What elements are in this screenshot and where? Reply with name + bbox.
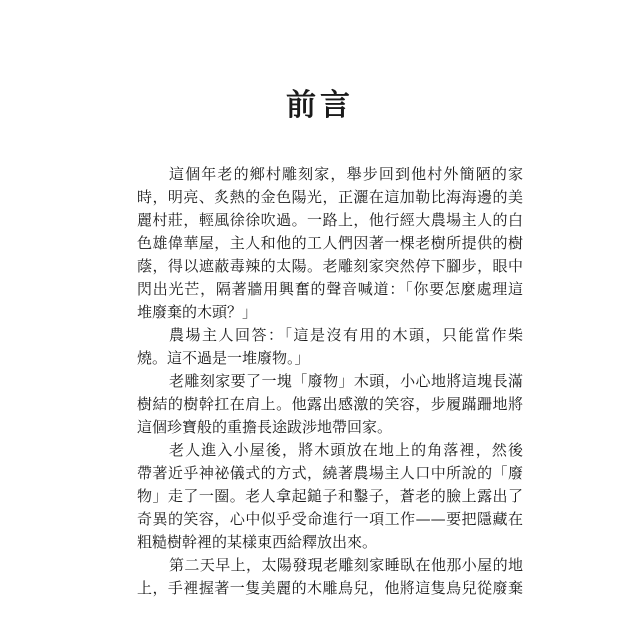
- text-line: 第二天早上，太陽發現老雕刻家睡臥在他那小屋的地: [169, 556, 523, 574]
- text-line: 色雄偉華屋，主人和他的工人們因著一棵老樹所提供的樹: [137, 234, 523, 252]
- text-line: 老雕刻家要了一塊「廢物」木頭，小心地將這塊長滿: [169, 372, 523, 390]
- text-line: 燒。這不過是一堆廢物。」: [137, 349, 310, 367]
- text-line: 粗糙樹幹裡的某樣東西給釋放出來。: [137, 533, 378, 551]
- text-line: 蔭，得以遮蔽毒辣的太陽。老雕刻家突然停下腳步，眼中: [137, 257, 523, 275]
- text-line: 這個年老的鄉村雕刻家，舉步回到他村外簡陋的家: [169, 165, 523, 183]
- text-line: 麗村莊，輕風徐徐吹過。一路上，他行經大農場主人的白: [137, 211, 523, 229]
- text-line: 樹結的樹幹扛在肩上。他露出感激的笑容，步履蹣跚地將: [137, 395, 523, 413]
- text-line: 這個珍寶般的重擔長途跋涉地帶回家。: [137, 418, 393, 436]
- page-title: 前言: [286, 88, 354, 123]
- text-line: 閃出光芒，隔著牆用興奮的聲音喊道：「你要怎麼處理這: [137, 280, 523, 298]
- text-line: 奇異的笑容，心中似乎受命進行一項工作——要把隱藏在: [137, 510, 523, 528]
- text-line: 時，明亮、炙熱的金色陽光，正灑在這加勒比海海邊的美: [137, 188, 523, 206]
- text-line: 老人進入小屋後，將木頭放在地上的角落裡，然後: [169, 441, 523, 459]
- text-line: 上，手裡握著一隻美麗的木雕鳥兒，他將這隻鳥兒從廢棄: [137, 579, 523, 597]
- body-text: [137, 163, 523, 600]
- text-line: 物」走了一圈。老人拿起鎚子和鑿子，蒼老的臉上露出了: [137, 487, 523, 505]
- text-line: 帶著近乎神祕儀式的方式，繞著農場主人口中所說的「廢: [137, 464, 523, 482]
- text-line: 堆廢棄的木頭？」: [137, 303, 258, 321]
- text-line: 農場主人回答：「這是沒有用的木頭，只能當作柴: [169, 326, 523, 344]
